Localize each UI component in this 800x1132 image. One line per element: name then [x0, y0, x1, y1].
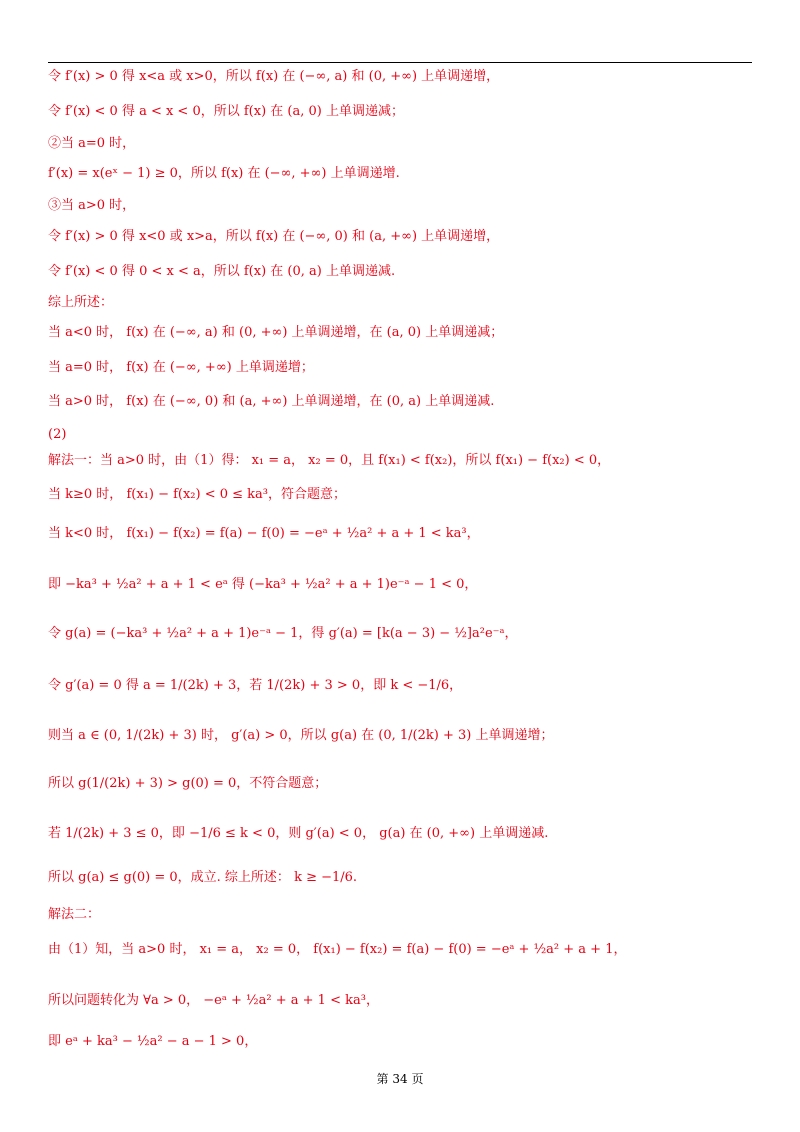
- solution-line: 令 f′(x) < 0 得 a < x < 0，所以 f(x) 在 (a, 0) 上单调递减；: [48, 104, 404, 119]
- solution-line: f′(x) = x(eˣ − 1) ≥ 0，所以 f(x) 在 (−∞, +∞) 上单调递增.: [48, 166, 400, 181]
- solution-line: 所以 g(1/(2k) + 3) > g(0) = 0，不符合题意；: [48, 776, 328, 791]
- solution-line: 即 eᵃ + ka³ − ½a² − a − 1 > 0，: [48, 1034, 258, 1049]
- solution-line: 令 f′(x) > 0 得 x<0 或 x>a，所以 f(x) 在 (−∞, 0) 和 (a, +∞) 上单调递增，: [48, 229, 500, 244]
- header-rule: [48, 62, 752, 63]
- solution-line: 由（1）知，当 a>0 时， x₁ = a， x₂ = 0， f(x₁) − f(x₂) = f(a) − f(0) = −eᵃ + ½a² + a + 1，: [48, 942, 627, 957]
- solution-line: 则当 a ∈ (0, 1/(2k) + 3) 时， g′(a) > 0，所以 g(a) 在 (0, 1/(2k) + 3) 上单调递增；: [48, 728, 554, 743]
- solution-line: 令 f′(x) < 0 得 0 < x < a，所以 f(x) 在 (0, a) 上单调递减.: [48, 264, 396, 279]
- solution-line: 若 1/(2k) + 3 ≤ 0，即 −1/6 ≤ k < 0，则 g′(a) < 0， g(a) 在 (0, +∞) 上单调递减.: [48, 826, 549, 841]
- solution-line: 综上所述：: [48, 295, 114, 310]
- solution-line: ③当 a>0 时，: [48, 198, 136, 213]
- solution-line: 所以问题转化为 ∀a > 0， −eᵃ + ½a² + a + 1 < ka³，: [48, 993, 379, 1008]
- solution-line: 当 k<0 时， f(x₁) − f(x₂) = f(a) − f(0) = −eᵃ + ½a² + a + 1 < ka³，: [48, 526, 480, 541]
- solution-line: 当 k≥0 时， f(x₁) − f(x₂) < 0 ≤ ka³，符合题意；: [48, 487, 347, 502]
- page-number: 第 34 页: [376, 1072, 424, 1086]
- solution-line: ②当 a=0 时，: [48, 136, 136, 151]
- solution-line: 解法一：当 a>0 时，由（1）得： x₁ = a， x₂ = 0，且 f(x₁) < f(x₂)，所以 f(x₁) − f(x₂) < 0，: [48, 453, 611, 468]
- solution-line: 当 a<0 时， f(x) 在 (−∞, a) 和 (0, +∞) 上单调递增，在 (a, 0) 上单调递减；: [48, 325, 504, 340]
- solution-line: 令 f′(x) > 0 得 x<a 或 x>0，所以 f(x) 在 (−∞, a) 和 (0, +∞) 上单调递增，: [48, 69, 500, 84]
- solution-line: 当 a=0 时， f(x) 在 (−∞, +∞) 上单调递增；: [48, 360, 314, 375]
- solution-line: 当 a>0 时， f(x) 在 (−∞, 0) 和 (a, +∞) 上单调递增，在 (0, a) 上单调递减.: [48, 394, 495, 409]
- solution-line: (2): [48, 427, 67, 442]
- solution-line: 解法二：: [48, 907, 101, 922]
- solution-line: 即 −ka³ + ½a² + a + 1 < eᵃ 得 (−ka³ + ½a² + a + 1)e⁻ᵃ − 1 < 0，: [48, 577, 478, 592]
- solution-line: 令 g(a) = (−ka³ + ½a² + a + 1)e⁻ᵃ − 1，得 g′(a) = [k(a − 3) − ½]a²e⁻ᵃ，: [48, 626, 518, 641]
- solution-line: 令 g′(a) = 0 得 a = 1/(2k) + 3，若 1/(2k) + 3 > 0，即 k < −1/6，: [48, 678, 463, 693]
- solution-line: 所以 g(a) ≤ g(0) = 0，成立. 综上所述： k ≥ −1/6.: [48, 870, 358, 885]
